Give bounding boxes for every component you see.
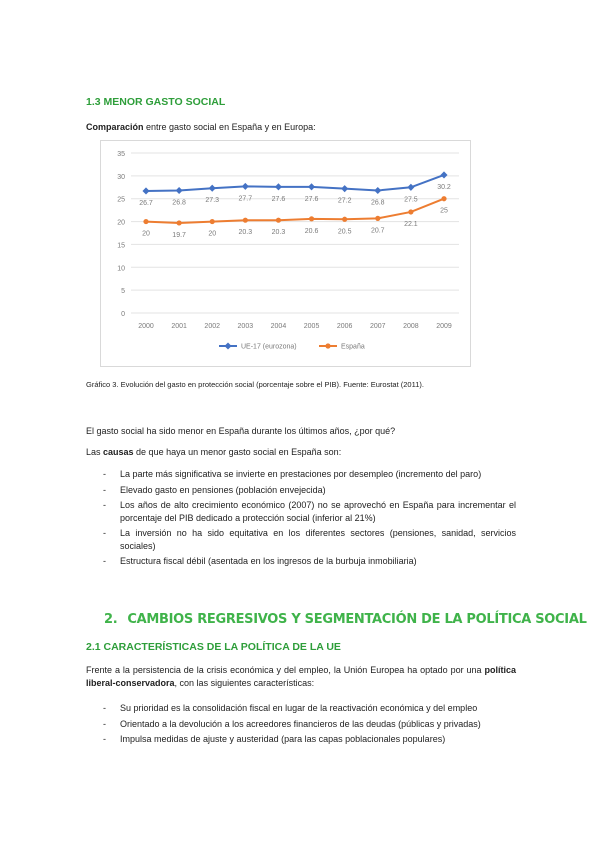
data-point	[374, 187, 381, 194]
data-point	[242, 183, 249, 190]
y-tick-label: 0	[121, 311, 125, 318]
data-point	[209, 185, 216, 192]
data-label: 20.6	[304, 227, 319, 235]
legend-label: UE-17 (eurozona)	[241, 343, 297, 351]
list-item-text: Su prioridad es la consolidación fiscal en lugar de la reactivación económica y del empleo	[120, 703, 478, 713]
data-label: 27.5	[404, 196, 418, 204]
legend-label: España	[341, 343, 365, 351]
x-tick-label: 2003	[237, 323, 254, 330]
data-label: 27.2	[337, 197, 352, 205]
line-chart	[100, 140, 471, 367]
list-item-text: La inversión no ha sido equitativa en los diferentes sectores (pensiones, sanidad, servicios sociales)	[120, 528, 516, 551]
list-item	[86, 468, 516, 481]
y-tick-label: 5	[121, 288, 125, 296]
causes-intro-after: de que haya un menor gasto social en España son:	[133, 447, 342, 457]
y-tick-label: 20	[117, 219, 125, 227]
x-tick-label: 2002	[204, 323, 221, 330]
list-item	[86, 733, 516, 746]
data-label: 19.7	[172, 231, 186, 239]
data-label: 20	[142, 230, 150, 238]
bullet-dash: -	[103, 734, 106, 744]
section-title: CAMBIOS REGRESIVOS Y SEGMENTACIÓN DE LA POLÍTICA SOCIAL	[127, 612, 587, 627]
characteristics-list	[86, 702, 516, 749]
data-point	[407, 184, 414, 191]
data-label: 20.7	[370, 227, 385, 235]
data-point	[342, 217, 347, 222]
x-tick-label: 2001	[171, 323, 187, 330]
data-point	[440, 171, 447, 178]
intro-bold: Comparación	[86, 122, 144, 132]
data-label: 26.8	[172, 199, 186, 207]
chart-svg	[101, 141, 470, 366]
bullet-dash: -	[103, 469, 106, 479]
x-tick-label: 2006	[336, 323, 353, 330]
data-point	[143, 219, 148, 224]
legend-marker	[325, 343, 330, 348]
causes-list	[86, 468, 516, 571]
y-tick-label: 15	[117, 242, 125, 250]
data-point	[341, 185, 348, 192]
data-point	[177, 220, 182, 225]
data-label: 27.7	[238, 195, 253, 203]
data-point	[142, 187, 149, 194]
data-point	[176, 187, 183, 194]
bullet-dash: -	[103, 484, 106, 495]
data-point	[243, 218, 248, 223]
bullet-dash: -	[103, 500, 106, 510]
chart-intro	[86, 122, 316, 132]
data-label: 26.8	[370, 199, 385, 207]
causes-intro	[86, 447, 341, 457]
y-tick-label: 35	[117, 151, 125, 158]
list-item	[86, 499, 516, 524]
data-label: 22.1	[404, 220, 418, 228]
data-label: 27.3	[205, 197, 220, 205]
x-tick-label: 2004	[270, 323, 287, 330]
data-label: 20.3	[238, 229, 253, 237]
question-text: El gasto social ha sido menor en España durante los últimos años, ¿por qué?	[86, 426, 396, 436]
section-heading-2	[104, 612, 587, 627]
section-number: 2.	[104, 612, 118, 627]
data-point	[375, 216, 380, 221]
y-tick-label: 25	[117, 196, 125, 204]
policy-paragraph	[86, 664, 516, 690]
series-line	[146, 199, 444, 223]
data-label: 20.3	[271, 229, 286, 237]
list-item	[86, 718, 516, 731]
data-label: 25	[440, 207, 448, 215]
policy-before: Frente a la persistencia de la crisis económica y del empleo, la Unión Europea ha optado por una	[86, 665, 485, 675]
legend-marker	[224, 342, 231, 349]
data-point	[441, 196, 446, 201]
data-label: 27.6	[271, 195, 286, 203]
causes-intro-before: Las	[86, 447, 104, 457]
section-heading-1-3: 1.3 MENOR GASTO SOCIAL	[86, 96, 226, 108]
data-point	[275, 183, 282, 190]
list-item-text: La parte más significativa se invierte en prestaciones por desempleo (incremento del paro)	[120, 469, 482, 479]
list-item	[86, 527, 516, 552]
x-tick-label: 2007	[369, 323, 386, 330]
chart-caption: Gráfico 3. Evolución del gasto en protección social (porcentaje sobre el PIB). Fuente: Eurostat (2011).	[86, 380, 424, 389]
list-item-text: Estructura fiscal débil (asentada en los ingresos de la burbuja inmobiliaria)	[120, 556, 417, 566]
data-point	[276, 218, 281, 223]
x-tick-label: 2008	[403, 323, 419, 330]
data-label: 20	[208, 230, 217, 238]
list-item-text: Elevado gasto en pensiones (población envejecida)	[120, 484, 326, 495]
data-point	[210, 219, 215, 224]
list-item	[86, 484, 516, 497]
x-tick-label: 2000	[138, 323, 154, 330]
section-heading-2-1: 2.1 CARACTERÍSTICAS DE LA POLÍTICA DE LA UE	[86, 641, 341, 653]
bullet-dash: -	[103, 528, 106, 538]
y-tick-label: 10	[117, 265, 125, 273]
policy-after: , con las siguientes características:	[174, 678, 315, 688]
list-item-text: Impulsa medidas de ajuste y austeridad (para las capas poblacionales populares)	[120, 734, 446, 744]
bullet-dash: -	[103, 718, 106, 729]
list-item-text: Orientado a la devolución a los acreedores financieros de las deudas (públicas y privadas)	[120, 718, 481, 729]
policy-bold: política liberal-conservadora	[86, 665, 516, 688]
x-tick-label: 2005	[303, 323, 320, 330]
data-label: 20.5	[337, 228, 352, 236]
intro-rest: entre gasto social en España y en Europa:	[143, 122, 316, 132]
data-label: 26.7	[139, 199, 153, 207]
data-point	[408, 209, 413, 214]
data-point	[308, 183, 315, 190]
data-label: 30.2	[437, 183, 451, 191]
series-line	[146, 175, 444, 191]
list-item-text: Los años de alto crecimiento económico (2007) no se aprovechó en España para incrementar el porcentaje del PIB dedicado a protección social (inferior al 21%)	[120, 500, 516, 523]
list-item	[86, 555, 516, 568]
list-item	[86, 702, 516, 715]
data-point	[309, 216, 314, 221]
y-tick-label: 30	[117, 173, 125, 181]
data-label: 27.6	[304, 195, 319, 203]
bullet-dash: -	[103, 703, 106, 713]
bullet-dash: -	[103, 556, 106, 566]
causes-intro-bold: causas	[103, 447, 134, 457]
x-tick-label: 2009	[436, 323, 452, 330]
